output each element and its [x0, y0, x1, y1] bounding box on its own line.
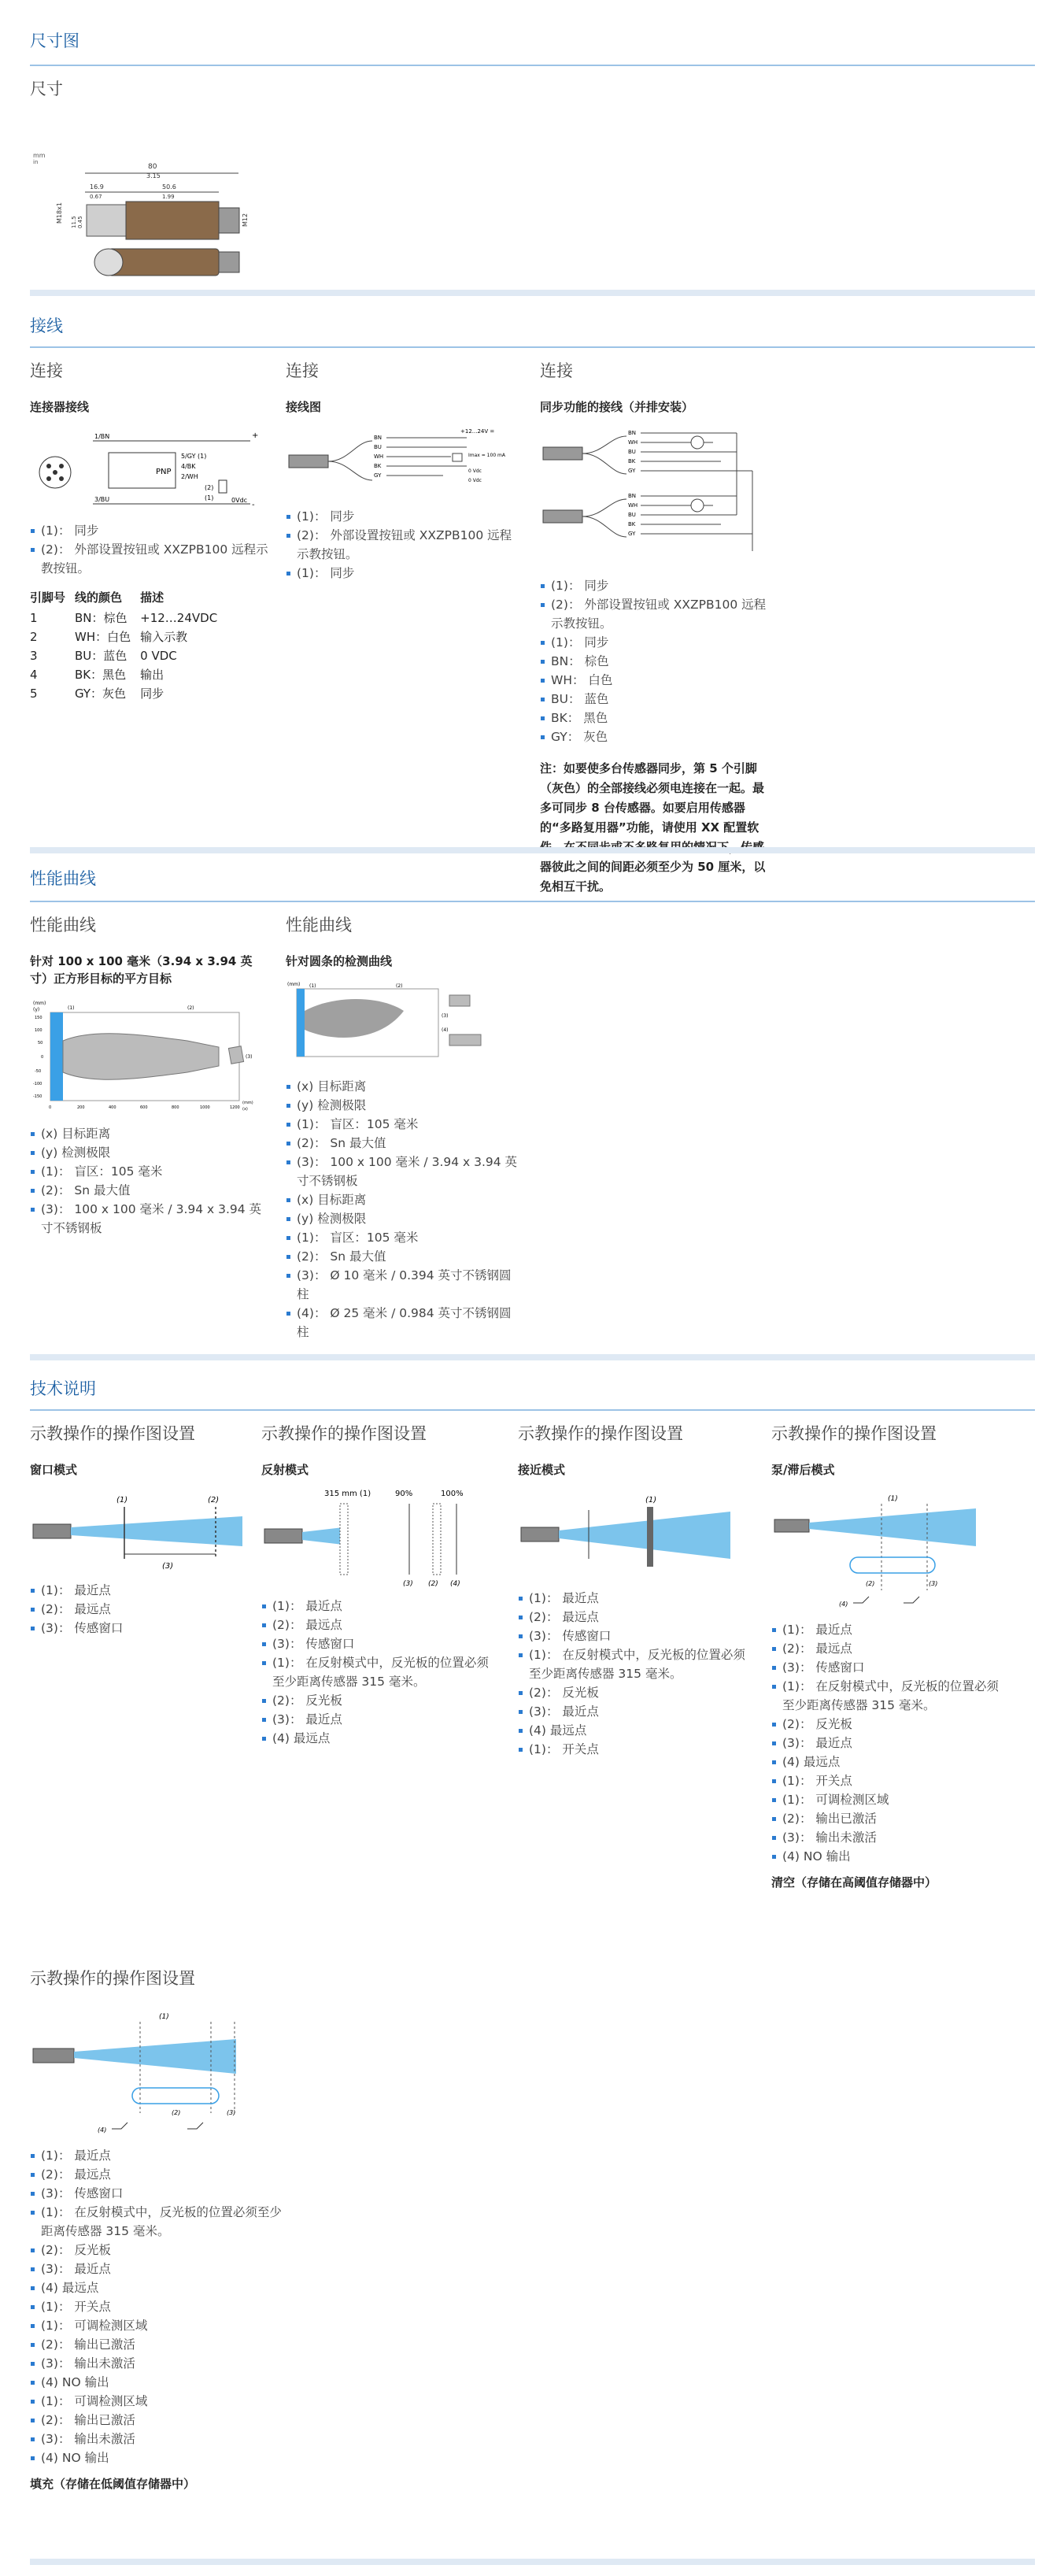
wiring-col1-title: 连接: [30, 361, 63, 380]
p90-label: 90%: [395, 1490, 413, 1498]
dim-total-mm: 80: [148, 163, 157, 171]
table-row: 2 WH：白色 输入示教: [30, 630, 188, 644]
tech-col3-sub: 接近模式: [518, 1463, 566, 1477]
bullet-item: (3)： 传感窗口: [261, 1634, 497, 1653]
bullet-item: (3)： 输出未激活: [771, 1828, 1007, 1847]
bullet-item: (2)： Sn 最大值: [30, 1181, 266, 1200]
bullet-item: (3)： 传感窗口: [30, 1619, 266, 1638]
bullet-item: (1)： 最近点: [518, 1589, 754, 1608]
n3-label: (3): [227, 2109, 236, 2116]
sync-note: 注：如要使多台传感器同步，第 5 个引脚（灰色）的全部接线必须电连接在一起。最多可同步 8 台传感器。如要启用传感器的“多路复用器”功能，请使用 XX 配置软 器彼此之间的间距必须至少为 50 厘米，以免相互干扰。: [540, 761, 766, 894]
minus-label: -: [252, 501, 255, 509]
bullet-item: (2)： 最远点: [30, 2165, 282, 2184]
bullet-item: (1)： 盲区：105 毫米: [30, 1162, 266, 1181]
bullet-item: (2)： 输出已激活: [771, 1809, 1007, 1828]
bullet-item: (y) 检测极限: [30, 1143, 266, 1162]
p100-label: 100%: [441, 1490, 464, 1498]
tech-col2-bullets: [261, 1597, 497, 1748]
y-tick: 100: [35, 1028, 43, 1033]
bullet-item: (1)： 开关点: [30, 2297, 282, 2316]
y-tick: -100: [33, 1082, 43, 1086]
y-tick: -50: [35, 1069, 42, 1074]
tech-col-5: [30, 1968, 282, 2492]
bullet-item: (3)： 最近点: [30, 2260, 282, 2278]
bullet-item: (2)： Sn 最大值: [286, 1134, 522, 1153]
x-tick: 600: [140, 1105, 148, 1110]
bullet-item: (1)： 同步: [30, 521, 274, 540]
tech-col3-title: 示教操作的操作图设置: [518, 1424, 683, 1443]
y-tick: 50: [38, 1041, 43, 1046]
wire-bk-2: BK: [628, 521, 636, 527]
bullet-item: (x) 目标距离: [30, 1124, 266, 1143]
bullet-item: (2)： 反光板: [30, 2241, 282, 2260]
wire-bu-2: BU: [628, 512, 636, 518]
bullet-item: (3)： 传感窗口: [518, 1627, 754, 1645]
pnp-label: PNP: [156, 468, 172, 476]
y-axis-label: (y): [33, 1007, 40, 1012]
bullet-item: (3)： 最近点: [261, 1710, 497, 1729]
wiring-col1-sub: 连接器接线: [30, 400, 90, 414]
section-band: [30, 1354, 1035, 1360]
x-tick: 1000: [200, 1105, 210, 1110]
bullet-item: (2)： 外部设置按钮或 XXZPB100 远程示教按钮。: [540, 595, 776, 633]
pin-bk-label: 4/BK: [181, 463, 196, 470]
tech-col1-title: 示教操作的操作图设置: [30, 1424, 195, 1443]
pin-wh-label: 2/WH: [181, 473, 198, 480]
x-tick: 400: [109, 1105, 116, 1110]
detection-curve-round: [286, 979, 522, 1066]
section-rule: [30, 1409, 1035, 1411]
bullet-item: (3)： 传感窗口: [30, 2184, 282, 2203]
connector-diagram: [30, 425, 266, 512]
n3-label: (3): [442, 1013, 449, 1019]
bullet-item: (4) 最远点: [771, 1752, 1007, 1771]
y-tick: -150: [33, 1094, 43, 1099]
section-band: [30, 2559, 1035, 2565]
wiring-col2-title: 连接: [286, 361, 319, 380]
dim-c-in: 0.45: [77, 216, 83, 228]
wiring-col2-bullets: [286, 507, 522, 583]
bullet-item: (2)： 输出已激活: [30, 2335, 282, 2354]
table-row: 4 BK：黑色 输出: [30, 668, 164, 682]
tech-col4-title: 示教操作的操作图设置: [771, 1424, 937, 1443]
bullet-item: (x) 目标距离: [286, 1190, 522, 1209]
dimensions-title: 尺寸: [30, 80, 63, 98]
n3-label: (3): [929, 1580, 938, 1587]
table-row: 5 GY：灰色 同步: [30, 687, 164, 701]
wire-wh: WH: [374, 453, 384, 460]
wire-bk: BK: [628, 458, 636, 464]
bullet-item: (3)： 最近点: [771, 1734, 1007, 1752]
thread2-label: M12: [242, 213, 249, 227]
bullet-item: (3)： 输出未激活: [30, 2430, 282, 2448]
n4-label: (4): [450, 1580, 460, 1588]
pin-header: 引脚号: [30, 590, 66, 605]
tech-col3-bullets: [518, 1589, 754, 1759]
dim-b-in: 1.99: [162, 194, 175, 200]
window-mode-diagram: [30, 1488, 258, 1575]
pin-bn-label: 1/BN: [94, 433, 110, 440]
pin-bu-label: 3/BU: [94, 496, 110, 503]
bullet-item: (1)： 在反射模式中，反光板的位置必须至少距离传感器 315 毫米。: [261, 1653, 497, 1691]
bullet-item: (2)： 反光板: [261, 1691, 497, 1710]
imax-label: Imax = 100 mA: [468, 453, 505, 458]
y-tick: 0: [41, 1055, 44, 1060]
n1-label: (1): [309, 983, 316, 989]
detection-curve-square: [30, 997, 266, 1115]
bullet-item: (1)： 最近点: [30, 1581, 266, 1600]
distance-label: 315 mm (1): [324, 1490, 371, 1498]
tech-col1-sub: 窗口模式: [30, 1463, 78, 1477]
bullet-item: (2)： 外部设置按钮或 XXZPB100 远程示教按钮。: [30, 540, 274, 578]
bullet-item: (1)： 同步: [540, 576, 776, 595]
bullet-item: (3)： 传感窗口: [771, 1658, 1007, 1677]
bullet-item: (3)： 输出未激活: [30, 2354, 282, 2373]
bullet-item: (x) 目标距离: [286, 1077, 522, 1096]
bullet-item: (2)： 输出已激活: [30, 2411, 282, 2430]
reflex-mode-diagram: [261, 1488, 490, 1590]
n2-label: (2): [187, 1005, 194, 1011]
dim-c-mm: 11.5: [71, 216, 77, 228]
unit-in-label: in: [33, 159, 39, 165]
desc-header: 描述: [140, 590, 164, 605]
tech-col-1: [30, 1423, 266, 1638]
bullet-item: (3)： 100 x 100 毫米 / 3.94 x 3.94 英寸不锈钢板: [286, 1153, 522, 1190]
n1-label: (1): [159, 2013, 169, 2021]
wiring-col-3: [540, 361, 776, 897]
pin-gy-label: 5/GY (1): [181, 453, 207, 460]
bullet-item: (1)： 开关点: [771, 1771, 1007, 1790]
tech-col2-sub: 反射模式: [261, 1463, 309, 1477]
bullet-item: (1)： 可调检测区域: [771, 1790, 1007, 1809]
bullet-item: (2)： 最远点: [30, 1600, 266, 1619]
section-band: [30, 847, 1035, 853]
bullet-item: (1)： 在反射模式中，反光板的位置必须至少距离传感器 315 毫米。: [518, 1645, 754, 1683]
bullet-item: (2)： Sn 最大值: [286, 1247, 522, 1266]
perf-col1-bullets: [30, 1124, 266, 1238]
section-rule: [30, 65, 1035, 66]
table-row: 3 BU：蓝色 0 VDC: [30, 649, 177, 663]
bullet-item: (y) 检测极限: [286, 1096, 522, 1115]
n4-label: (4): [442, 1027, 449, 1033]
bullet-item: (1)： 最近点: [261, 1597, 497, 1616]
bullet-item: (2)： 外部设置按钮或 XXZPB100 远程示教按钮。: [286, 526, 522, 564]
wire-bu: BU: [374, 444, 382, 450]
plus-label: +: [252, 431, 259, 440]
bullet-item: (4)： Ø 25 毫米 / 0.984 英寸不锈钢圆柱: [286, 1304, 522, 1342]
tech-col5-bullets: [30, 2146, 282, 2467]
thread-label: M18x1: [56, 202, 63, 224]
wiring-col-2: [286, 361, 522, 583]
tech-col-3: [518, 1423, 754, 1759]
n3-label: (3): [403, 1580, 413, 1588]
bullet-item: (1)： 盲区：105 毫米: [286, 1115, 522, 1134]
bullet-item: (2)： 最远点: [518, 1608, 754, 1627]
y-tick: 150: [35, 1016, 43, 1020]
n1-label: (1): [205, 494, 214, 502]
bullet-item: (1)： 同步: [286, 564, 522, 583]
perf-col-2: [286, 915, 522, 1342]
dim-b-mm: 50.6: [162, 183, 176, 191]
section-title-wiring: 接线: [30, 316, 63, 335]
wire-gy-2: GY: [628, 531, 636, 537]
wire-gy: GY: [628, 468, 636, 474]
n1-label: (1): [68, 1005, 75, 1011]
section-title-performance: 性能曲线: [30, 869, 96, 888]
bullet-item: (4) NO 输出: [771, 1847, 1007, 1866]
zero-vdc-1: 0 Vdc: [468, 468, 482, 474]
zero-vdc-label: 0Vdc: [231, 497, 248, 504]
tech-col4-footer: 清空（存储在高阈值存储器中）: [771, 1875, 937, 1889]
perf-col1-title: 性能曲线: [30, 916, 96, 935]
bullet-item: BN： 棕色: [540, 652, 776, 671]
bullet-item: (4) 最远点: [30, 2278, 282, 2297]
x-tick: 800: [172, 1105, 179, 1110]
n1-label: (1): [645, 1496, 657, 1505]
bullet-item: (3)： Ø 10 毫米 / 0.394 英寸不锈钢圆柱: [286, 1266, 522, 1304]
tech-col5-footer: 填充（存储在低阈值存储器中）: [30, 2477, 196, 2491]
dimension-drawing: [30, 117, 266, 282]
bullet-item: (1)： 在反射模式中，反光板的位置必须至少距离传感器 315 毫米。: [30, 2203, 282, 2241]
bullet-item: (2)： 最远点: [771, 1639, 1007, 1658]
bullet-item: (2)： 反光板: [771, 1715, 1007, 1734]
wiring-col3-bullets: [540, 576, 776, 746]
section-title-dimensions: 尺寸图: [30, 31, 79, 50]
wire-gy: GY: [374, 472, 382, 479]
bullet-item: (4) NO 输出: [30, 2373, 282, 2392]
bullet-item: (4) 最远点: [518, 1721, 754, 1740]
section-rule: [30, 901, 1035, 902]
x-unit-label: (mm): [242, 1101, 253, 1105]
wire-bu: BU: [628, 449, 636, 455]
n4-label: (4): [839, 1601, 848, 1608]
x-tick: 200: [77, 1105, 85, 1110]
zero-vdc-2: 0 Vdc: [468, 478, 482, 483]
bullet-item: (1)： 最近点: [30, 2146, 282, 2165]
bullet-item: (1)： 可调检测区域: [30, 2316, 282, 2335]
y-unit-label: (mm): [33, 1001, 46, 1006]
tech-col4-bullets: [771, 1620, 1007, 1866]
y-unit-label: (mm): [287, 982, 301, 987]
perf-col-1: [30, 915, 266, 1238]
x-axis-label: (x): [242, 1107, 248, 1112]
bullet-item: (1)： 可调检测区域: [30, 2392, 282, 2411]
bullet-item: (2)： 反光板: [518, 1683, 754, 1702]
wiring-diagram: [286, 425, 522, 496]
n3-label: (3): [162, 1562, 174, 1571]
tech-col2-title: 示教操作的操作图设置: [261, 1424, 427, 1443]
n3-label: (3): [246, 1054, 253, 1060]
unit-mm-label: mm: [33, 152, 46, 159]
color-header: 线的颜色: [75, 590, 123, 605]
dimensions-block: [30, 79, 345, 285]
x-tick: 0: [49, 1105, 52, 1110]
wire-wh-2: WH: [628, 502, 638, 509]
pin-table: [30, 589, 227, 703]
tech-col-2: [261, 1423, 497, 1748]
n2-label: (2): [208, 1496, 220, 1505]
wire-bk: BK: [374, 463, 382, 469]
tech-col1-bullets: [30, 1581, 266, 1638]
supply-label: +12...24V =: [460, 428, 495, 435]
bullet-item: (1)： 同步: [286, 507, 522, 526]
bullet-item: (1)： 盲区：105 毫米: [286, 1228, 522, 1247]
bullet-item: (4) NO 输出: [30, 2448, 282, 2467]
tech-col4-sub: 泵/滞后模式: [771, 1463, 835, 1477]
n2-label: (2): [866, 1580, 875, 1587]
wire-bn: BN: [374, 435, 383, 441]
wire-bn-2: BN: [628, 493, 637, 499]
section-title-tech: 技术说明: [30, 1379, 96, 1398]
bullet-item: (4) 最远点: [261, 1729, 497, 1748]
section-band: [30, 290, 1035, 296]
bullet-item: WH： 白色: [540, 671, 776, 690]
perf-col2-bullets: [286, 1077, 522, 1342]
tech-col5-title: 示教操作的操作图设置: [30, 1969, 195, 1988]
n4-label: (4): [98, 2126, 107, 2134]
wire-wh: WH: [628, 439, 638, 446]
n2-label: (2): [172, 2109, 181, 2116]
tech-col-4: [771, 1423, 1007, 1890]
wiring-col3-sub: 同步功能的接线（并排安装）: [540, 400, 694, 414]
bullet-item: (1)： 同步: [540, 633, 776, 652]
pump-hysteresis-fill-diagram: [30, 2006, 258, 2140]
perf-col2-sub: 针对圆条的检测曲线: [286, 954, 393, 968]
bullet-item: (y) 检测极限: [286, 1209, 522, 1228]
dim-a-mm: 16.9: [90, 183, 104, 191]
n2-label: (2): [205, 484, 214, 491]
bullet-item: (3)： 100 x 100 毫米 / 3.94 x 3.94 英寸不锈钢板: [30, 1200, 266, 1238]
wiring-col1-bullets: [30, 521, 274, 578]
x-tick: 1200: [230, 1105, 240, 1110]
wire-bn: BN: [628, 430, 637, 436]
bullet-item: GY： 灰色: [540, 727, 776, 746]
dim-a-in: 0.67: [90, 194, 102, 200]
sync-wiring-diagram: [540, 425, 776, 567]
table-row: 1 BN：棕色 +12…24VDC: [30, 611, 218, 625]
bullet-item: (3)： 最近点: [518, 1702, 754, 1721]
bullet-item: (1)： 开关点: [518, 1740, 754, 1759]
bullet-item: (2)： 最远点: [261, 1616, 497, 1634]
bullet-item: (1)： 最近点: [771, 1620, 1007, 1639]
perf-col2-title: 性能曲线: [286, 916, 352, 935]
dim-total-in: 3.15: [146, 172, 161, 180]
section-rule: [30, 346, 1035, 348]
n1-label: (1): [116, 1496, 128, 1505]
wiring-col-1: [30, 361, 274, 703]
wiring-col3-title: 连接: [540, 361, 573, 380]
wiring-col2-sub: 接线图: [286, 400, 322, 414]
proximity-mode-diagram: [518, 1488, 746, 1582]
bullet-item: BU： 蓝色: [540, 690, 776, 709]
perf-col1-sub: 针对 100 x 100 毫米（3.94 x 3.94 英寸）正方形目标的平方目标: [30, 954, 253, 986]
n1-label: (1): [888, 1495, 898, 1503]
n2-label: (2): [396, 983, 403, 989]
bullet-item: BK： 黑色: [540, 709, 776, 727]
pump-hysteresis-diagram: [771, 1488, 1000, 1614]
bullet-item: (1)： 在反射模式中，反光板的位置必须至少距离传感器 315 毫米。: [771, 1677, 1007, 1715]
n2-label: (2): [428, 1580, 438, 1588]
